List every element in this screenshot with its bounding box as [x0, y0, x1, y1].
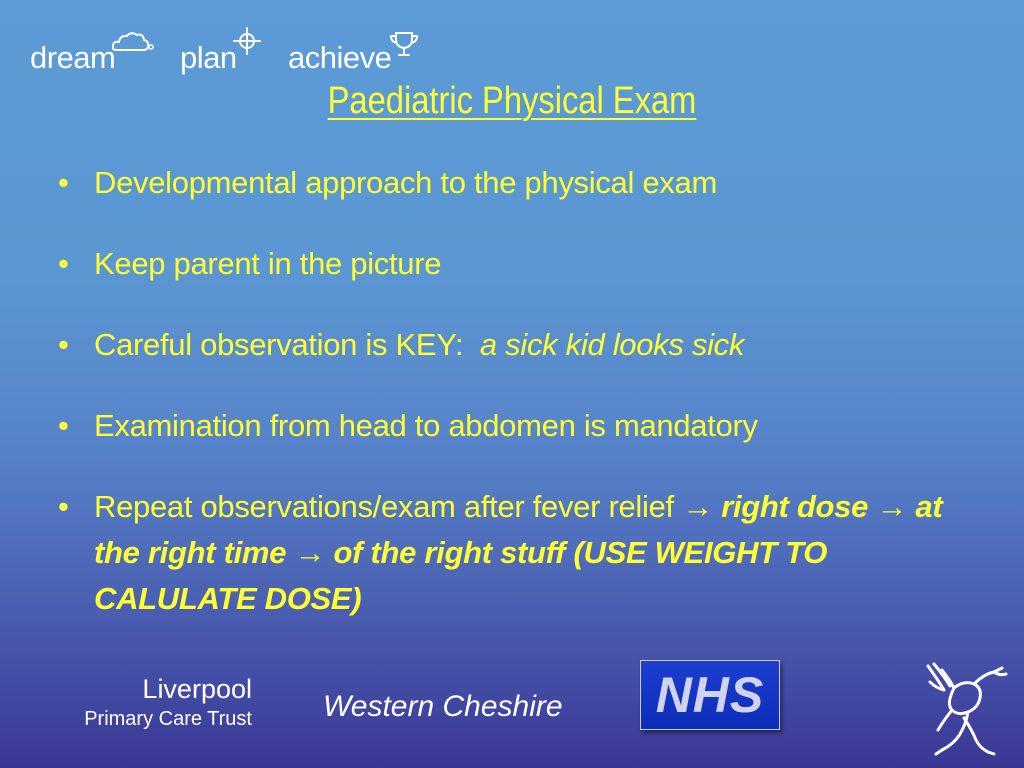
crosshair-icon — [232, 26, 262, 56]
bullet-text: Keep parent in the picture — [94, 246, 442, 281]
bullet-item — [58, 484, 988, 622]
bullet-text: Examination from head to abdomen is mandatory — [94, 408, 758, 443]
bullet-emphasis: right dose — [721, 489, 869, 524]
arrow-icon: → — [294, 535, 326, 570]
trophy-icon — [389, 30, 419, 58]
bullet-marker: • — [58, 408, 69, 443]
bullet-item — [58, 322, 988, 368]
bullet-marker: • — [58, 246, 69, 281]
org-name — [84, 672, 252, 732]
brand-plan: plan — [180, 40, 237, 75]
bullet-item — [58, 241, 988, 287]
bullet-item — [58, 160, 988, 206]
bullet-item — [58, 403, 988, 449]
slide-title: Paediatric Physical Exam — [327, 80, 697, 122]
brand-dream: dream — [30, 40, 116, 75]
bullet-marker: • — [58, 327, 69, 362]
bullet-emphasis: a sick kid looks sick — [479, 327, 745, 362]
liver-bird-icon — [922, 660, 1008, 756]
arrow-icon: → — [682, 489, 713, 524]
org-name-line1: Liverpool — [142, 674, 252, 704]
bullet-text: Developmental approach to the physical exam — [94, 165, 717, 200]
bullet-list — [58, 160, 988, 657]
region-name: Western Cheshire — [323, 690, 563, 723]
bullet-marker: • — [58, 489, 69, 524]
brand-achieve: achieve — [288, 40, 392, 75]
header-branding — [26, 28, 446, 82]
bullet-emphasis: at the right time — [94, 489, 943, 570]
arrow-icon: → — [876, 489, 908, 524]
nhs-logo: NHS — [640, 660, 780, 730]
bullet-text: Repeat observations/exam after fever relief — [94, 489, 674, 524]
org-name-line2: Primary Care Trust — [84, 708, 252, 730]
cloud-icon — [112, 30, 154, 54]
bullet-emphasis: of the right stuff (USE WEIGHT TO CALULATE DOSE) — [94, 535, 828, 616]
bullet-text: Careful observation is KEY: — [94, 327, 464, 362]
bullet-marker: • — [58, 165, 69, 200]
